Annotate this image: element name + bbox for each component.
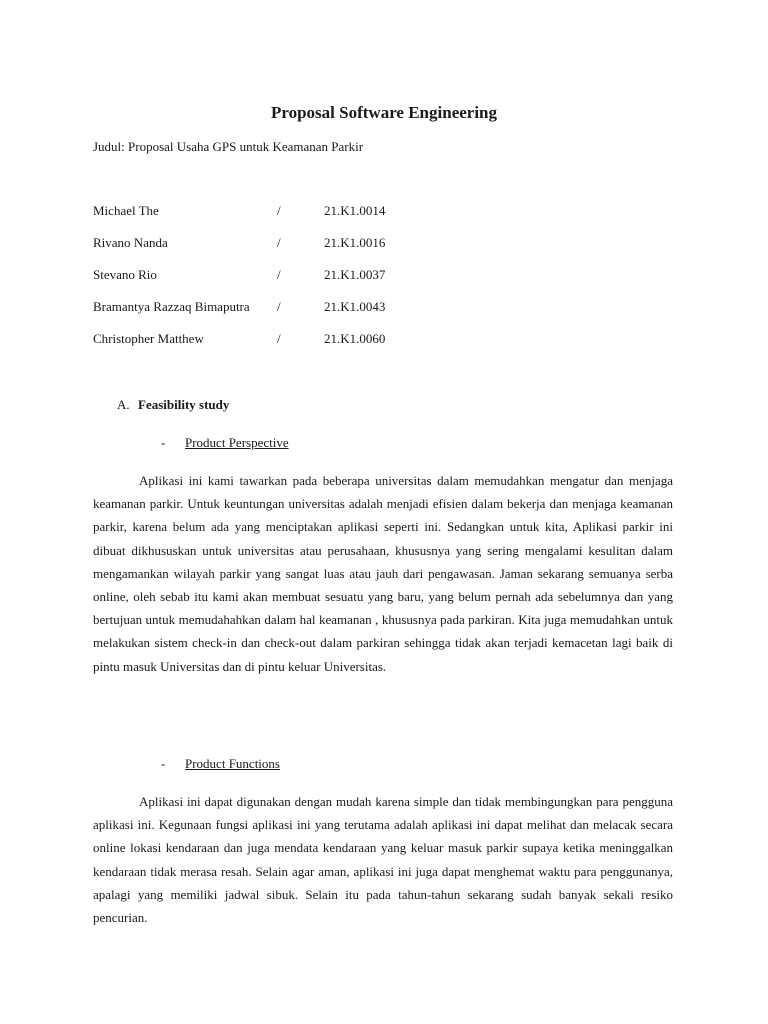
member-id: 21.K1.0060 <box>324 331 386 346</box>
section-letter: A. <box>117 397 130 412</box>
subheading-product-functions <box>161 755 280 773</box>
section-heading-feasibility <box>117 396 229 414</box>
subheading-label: Product Functions <box>185 756 280 771</box>
member-separator: / <box>277 267 281 282</box>
member-id: 21.K1.0037 <box>324 267 386 282</box>
member-row <box>93 298 653 330</box>
member-name: Stevano Rio <box>93 267 157 282</box>
member-row <box>93 266 653 298</box>
member-name: Michael The <box>93 203 159 218</box>
document-subtitle: Judul: Proposal Usaha GPS untuk Keamanan Parkir <box>93 139 364 154</box>
member-row <box>93 234 653 266</box>
member-name: Rivano Nanda <box>93 235 168 250</box>
member-separator: / <box>277 331 281 346</box>
member-separator: / <box>277 203 281 218</box>
member-list <box>93 202 653 362</box>
member-id: 21.K1.0016 <box>324 235 386 250</box>
document-title: Proposal Software Engineering <box>270 103 498 122</box>
bullet-dash: - <box>161 756 166 771</box>
subheading-label: Product Perspective <box>185 435 289 450</box>
paragraph-product-functions: Aplikasi ini dapat digunakan dengan mudah karena simple dan tidak membingungkan para pengguna aplikasi ini. Kegunaan fungsi aplikasi ini yang terutama adalah aplikasi ini dapat melihat dan melacak secara online lokasi kendaraan dan juga mendata kendaraan yang keluar masuk parkir supaya ketika meninggalkan kendaraan tidak merasa resah. Selain agar aman, aplikasi ini juga dapat menghemat waktu para penggunanya, apalagi yang memiliki jadwal sibuk. Selain itu pada tahun-tahun sekarang sudah banyak sekali resiko pencurian. <box>93 794 673 926</box>
member-name: Christopher Matthew <box>93 331 204 346</box>
member-id: 21.K1.0014 <box>324 203 386 218</box>
bullet-dash: - <box>161 435 166 450</box>
member-separator: / <box>277 235 281 250</box>
member-id: 21.K1.0043 <box>324 299 386 314</box>
section-label: Feasibility study <box>138 397 230 412</box>
member-separator: / <box>277 299 281 314</box>
paragraph-product-perspective: Aplikasi ini kami tawarkan pada beberapa universitas dalam memudahkan mengatur dan menjaga keamanan parkir. Untuk keuntungan universitas adalah menjadi efisien dalam bekerja dan menjaga keamanan parkir, karena belum ada yang menciptakan aplikasi seperti ini. Sedangkan untuk kita, Aplikasi parkir ini dibuat dikhususkan untuk universitas atau perusahaan, khususnya yang sering mengalami kesulitan dalam mengamankan wilayah parkir yang sangat luas atau jauh dari pengawasan. Jaman sekarang semuanya serba online, oleh sebab itu kami akan membuat sesuatu yang baru, yang belum pernah ada sebelumnya dan yang bertujuan untuk memudahahkan dalam hal keamanan , khususnya pada parkiran. Kita juga memudahkan untuk melakukan sistem check-in dan check-out dalam parkiran sehingga tidak akan terjadi kemacetan lagi baik di pintu masuk Universitas dan di pintu keluar Universitas. <box>93 473 673 674</box>
member-row <box>93 202 653 234</box>
member-row <box>93 330 653 362</box>
member-name: Bramantya Razzaq Bimaputra <box>93 299 250 314</box>
subheading-product-perspective <box>161 434 289 452</box>
